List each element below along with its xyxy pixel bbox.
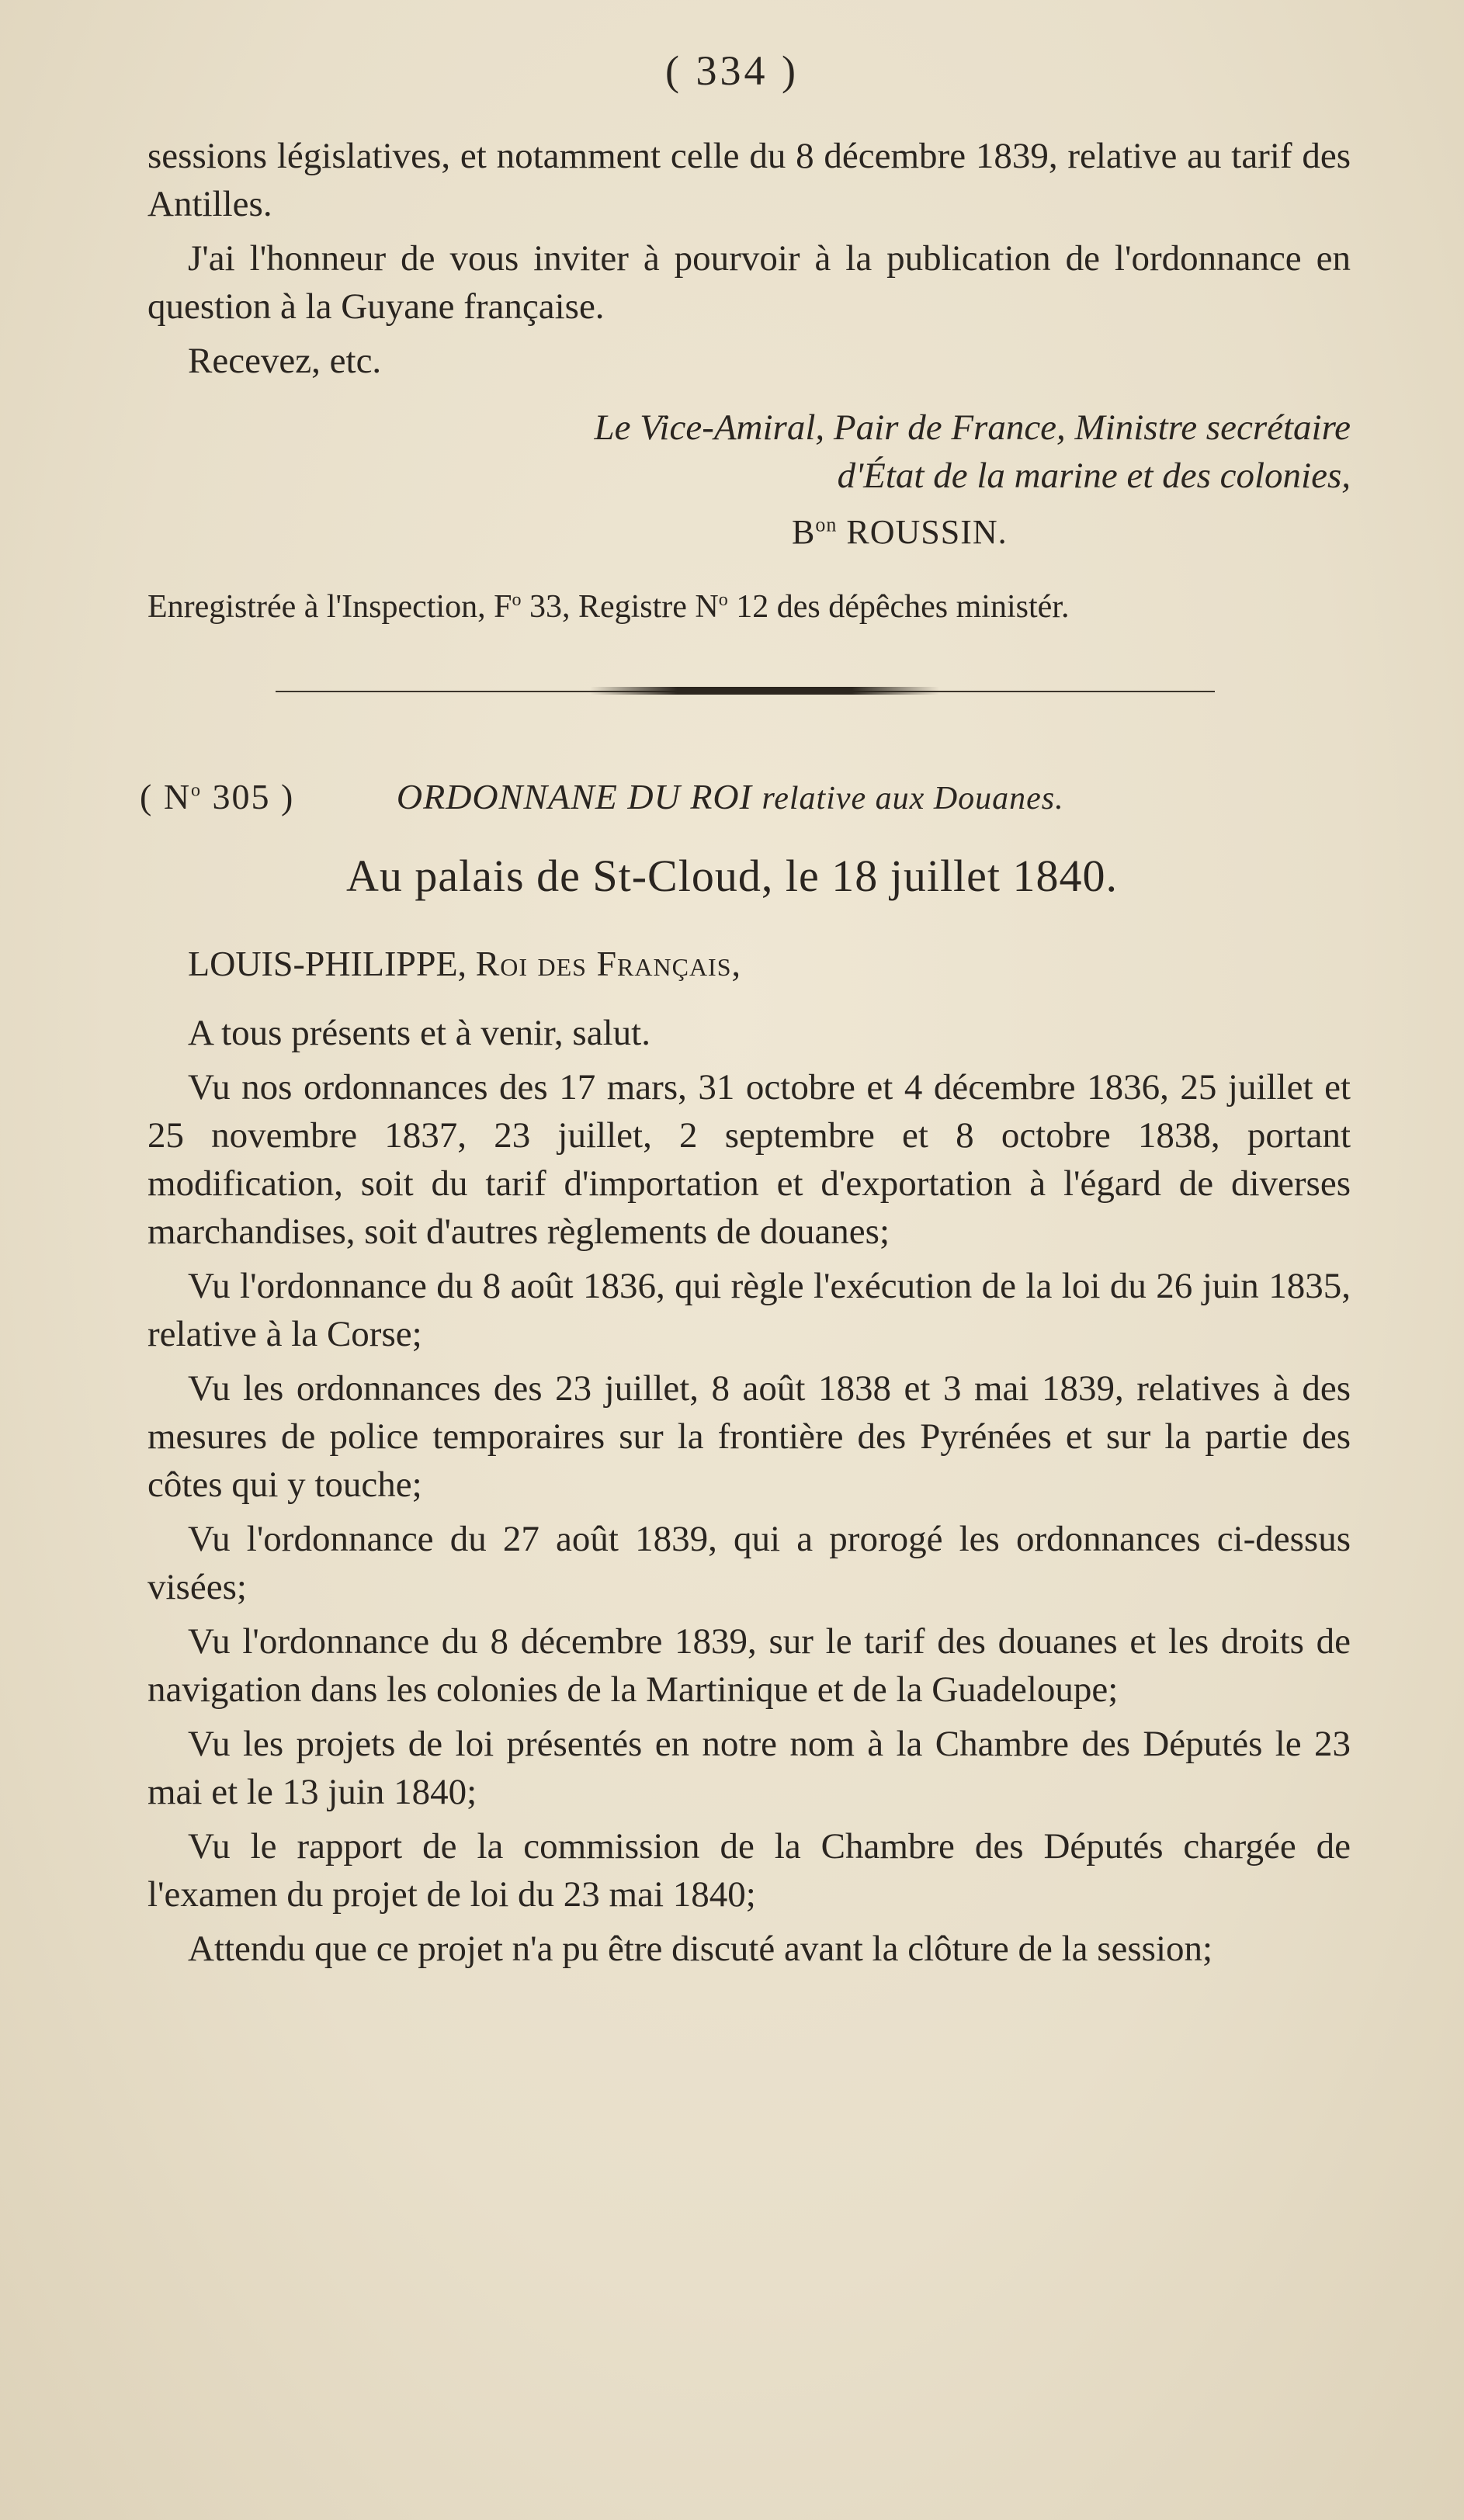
registration-text: 33, Registre N [521, 589, 719, 625]
paragraph: sessions législatives, et notamment celle du 8 décembre 1839, relative au tarif des Antilles. [147, 136, 1351, 224]
consideration-paragraph: Vu l'ordonnance du 8 décembre 1839, sur le tarif des douanes et les droits de navigation dans les colonies de la Martinique et de la Guadeloupe; [147, 1621, 1351, 1710]
signature-title-line-2: d'État de la marine et des colonies, [837, 456, 1351, 496]
signature-name-prefix: B [792, 513, 816, 551]
signature-name [792, 512, 1008, 552]
ordinance-number-prefix: ( N [140, 777, 192, 816]
closing-salutation: Recevez, etc. [188, 341, 382, 381]
ordinance-number [140, 777, 294, 816]
paragraph: J'ai l'honneur de vous inviter à pourvoir à la publication de l'ordonnance en question à la Guyane française. [147, 238, 1351, 327]
registration-sup: o [718, 590, 728, 610]
ordinance-heading [140, 776, 1351, 817]
king-name: LOUIS-PHILIPPE, [188, 944, 467, 983]
king-title: Roi des Français, [475, 944, 742, 983]
signature-name-sup: on [815, 513, 838, 536]
ordinance-title-main: ORDONNANE DU ROI [396, 777, 752, 816]
page-number: ( 334 ) [665, 47, 799, 94]
place-date: Au palais de St-Cloud, le 18 juillet 1840. [345, 851, 1119, 901]
consideration-paragraph: Vu nos ordonnances des 17 mars, 31 octobre et 4 décembre 1836, 25 juillet et 25 novembre 1837, 23 juillet, 2 septembre et 8 octobre 1838, portant modification, soit du tarif d'importation et d'exportation à l'égard de diverses marchandises, soit d'autres règlements de douanes; [147, 1067, 1351, 1252]
salutation: A tous présents et à venir, salut. [188, 1013, 650, 1053]
king-line [188, 943, 741, 984]
ordinance-title [397, 777, 1064, 816]
consideration-paragraph: Vu le rapport de la commission de la Chambre des Députés chargée de l'examen du projet de loi du 23 mai 1840; [147, 1826, 1351, 1915]
consideration-paragraph: Vu l'ordonnance du 8 août 1836, qui règle l'exécution de la loi du 26 juin 1835, relative à la Corse; [147, 1266, 1351, 1354]
section-divider-ornament [590, 687, 939, 695]
ordinance-subtitle: relative aux Douanes. [761, 781, 1064, 816]
signature-name-text: ROUSSIN. [846, 513, 1008, 551]
consideration-paragraph: Vu les ordonnances des 23 juillet, 8 août 1838 et 3 mai 1839, relatives à des mesures de police temporaires sur la frontière des Pyrénées et sur la partie des côtes qui y touche; [147, 1368, 1351, 1505]
registration-sup: o [512, 590, 522, 610]
signature-title-line-1: Le Vice-Amiral, Pair de France, Ministre secrétaire [594, 407, 1351, 448]
ordinance-body [147, 1009, 1351, 1979]
consideration-paragraph: Vu l'ordonnance du 27 août 1839, qui a prorogé les ordonnances ci-dessus visées; [147, 1519, 1351, 1607]
ordinance-number-suffix: 305 ) [202, 777, 295, 816]
registration-text: 12 des dépêches ministér. [727, 589, 1070, 625]
registration-note [147, 588, 1069, 626]
letter-body [147, 132, 1351, 391]
consideration-paragraph: Vu les projets de loi présentés en notre nom à la Chambre des Députés le 23 mai et le 13 juin 1840; [147, 1724, 1351, 1812]
ordinance-number-sup: o [191, 780, 203, 801]
registration-text: Enregistrée à l'Inspection, F [147, 589, 512, 625]
consideration-paragraph: Attendu que ce projet n'a pu être discuté avant la clôture de la session; [188, 1929, 1213, 1969]
